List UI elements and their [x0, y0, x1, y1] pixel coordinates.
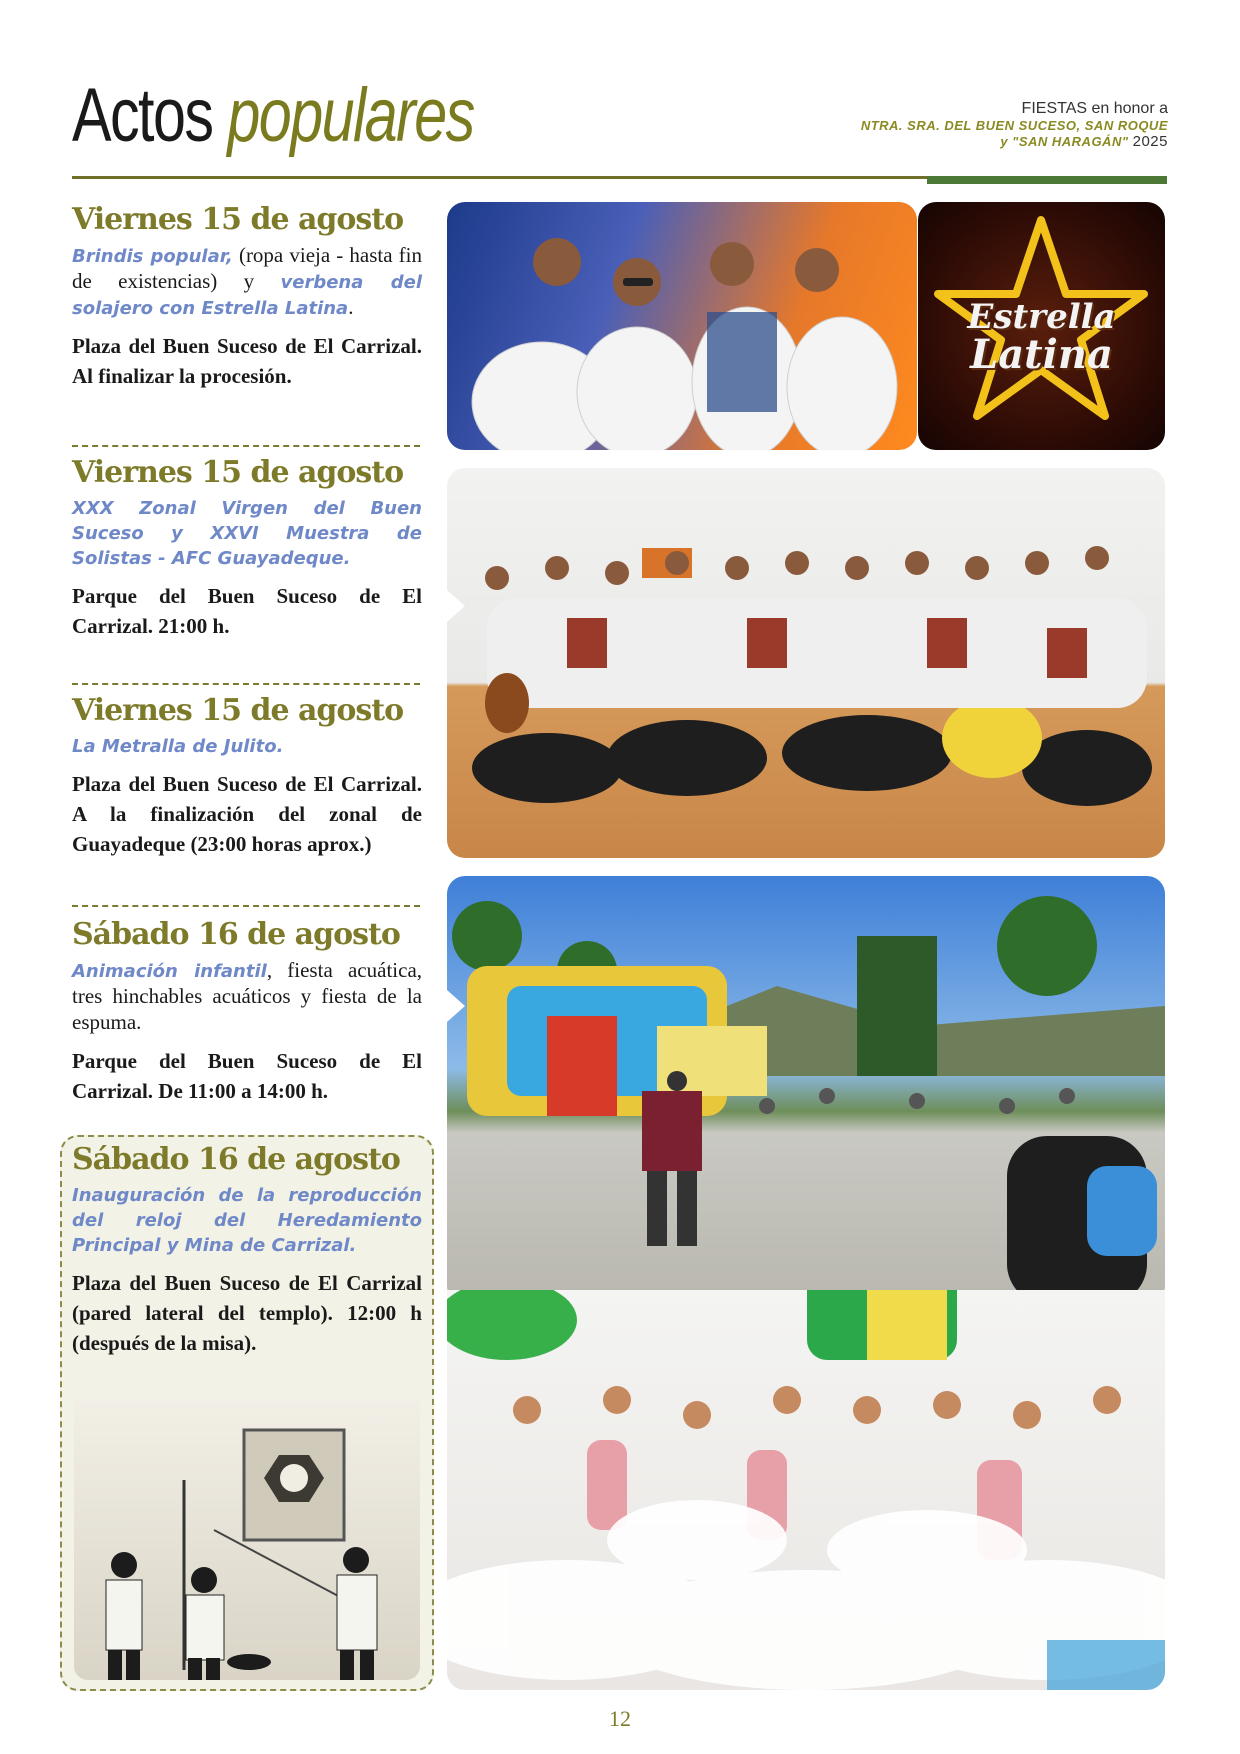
title-word-1: Actos — [72, 73, 213, 158]
page-title — [72, 73, 474, 158]
event-date: Sábado 16 de agosto — [72, 917, 400, 952]
event-highlight: Animación infantil — [72, 961, 267, 982]
logo-line-2: Latina — [970, 331, 1113, 378]
foam-party-art — [447, 1290, 1165, 1690]
event-date: Viernes 15 de agosto — [72, 202, 404, 237]
event-3 — [72, 693, 422, 859]
event-separator — [72, 445, 420, 447]
event-highlight: XXX Zonal Virgen del Buen Suceso y XXVI Muestra de Solistas - AFC Guayadeque. — [72, 498, 422, 569]
event-separator — [72, 905, 420, 907]
event-text-2: . — [348, 295, 354, 319]
event-highlight: La Metralla de Julito. — [72, 736, 284, 757]
event-text: , fiesta acuática, tres hinchables acuáticos y fiesta de la espuma. — [72, 958, 423, 1034]
event-description — [72, 496, 422, 571]
logo-line-1: Estrella — [967, 297, 1116, 337]
folk-group-photo — [447, 468, 1165, 858]
event-4 — [72, 917, 422, 1106]
folk-photo-art — [447, 468, 1165, 858]
inflatables-photo — [447, 876, 1165, 1304]
event-highlight: Brindis popular, — [72, 246, 233, 267]
historic-photo-art — [74, 1400, 420, 1680]
festival-line-3-text: y "SAN HARAGÁN" — [1000, 134, 1129, 149]
photo-notch — [447, 590, 465, 622]
festival-line-1: FIESTAS en honor a — [1021, 100, 1168, 117]
event-date: Viernes 15 de agosto — [72, 455, 404, 490]
event-highlight: Inauguración de la reproducción del reloj del Heredamiento Principal y Mina de Carrizal. — [72, 1185, 422, 1256]
event-place: Plaza del Buen Suceso de El Carrizal. Al finalizar la procesión. — [72, 334, 422, 388]
event-description — [72, 734, 422, 759]
event-description — [72, 1183, 422, 1258]
historic-clock-photo — [74, 1400, 420, 1680]
festival-line-3 — [861, 133, 1168, 150]
event-1 — [72, 202, 422, 391]
event-date: Viernes 15 de agosto — [72, 693, 404, 728]
event-place: Parque del Buen Suceso de El Carrizal. De 11:00 a 14:00 h. — [72, 1049, 422, 1103]
group-photo-art — [447, 202, 917, 450]
estrella-latina-group-photo — [447, 202, 917, 450]
event-5 — [72, 1142, 422, 1358]
festival-header — [861, 100, 1168, 150]
event-place: Parque del Buen Suceso de El Carrizal. 21:00 h. — [72, 584, 422, 638]
header-accent-bar — [927, 176, 1167, 184]
foam-party-photo — [447, 1290, 1165, 1690]
title-word-2: populares — [227, 73, 474, 158]
festival-line-2: NTRA. SRA. DEL BUEN SUCESO, SAN ROQUE — [860, 118, 1168, 133]
event-2 — [72, 455, 422, 641]
event-text: (ropa vieja - hasta fin de existencias) y — [72, 243, 423, 293]
event-highlight-2: verbena del solajero con Estrella Latina — [72, 272, 422, 319]
event-description — [72, 958, 422, 1036]
logo-text — [918, 297, 1165, 378]
festival-year: 2025 — [1132, 133, 1168, 150]
event-date: Sábado 16 de agosto — [72, 1142, 400, 1177]
event-place: Plaza del Buen Suceso de El Carrizal. A la finalización del zonal de Guayadeque (23:00 horas aprox.) — [72, 772, 422, 856]
photo-notch — [447, 990, 465, 1022]
estrella-latina-logo — [918, 202, 1165, 450]
event-place: Plaza del Buen Suceso de El Carrizal (pared lateral del templo). 12:00 h (después de la misa). — [72, 1271, 422, 1355]
event-description — [72, 243, 422, 321]
inflatables-art — [447, 876, 1165, 1304]
page-number: 12 — [609, 1706, 631, 1731]
event-separator — [72, 683, 420, 685]
